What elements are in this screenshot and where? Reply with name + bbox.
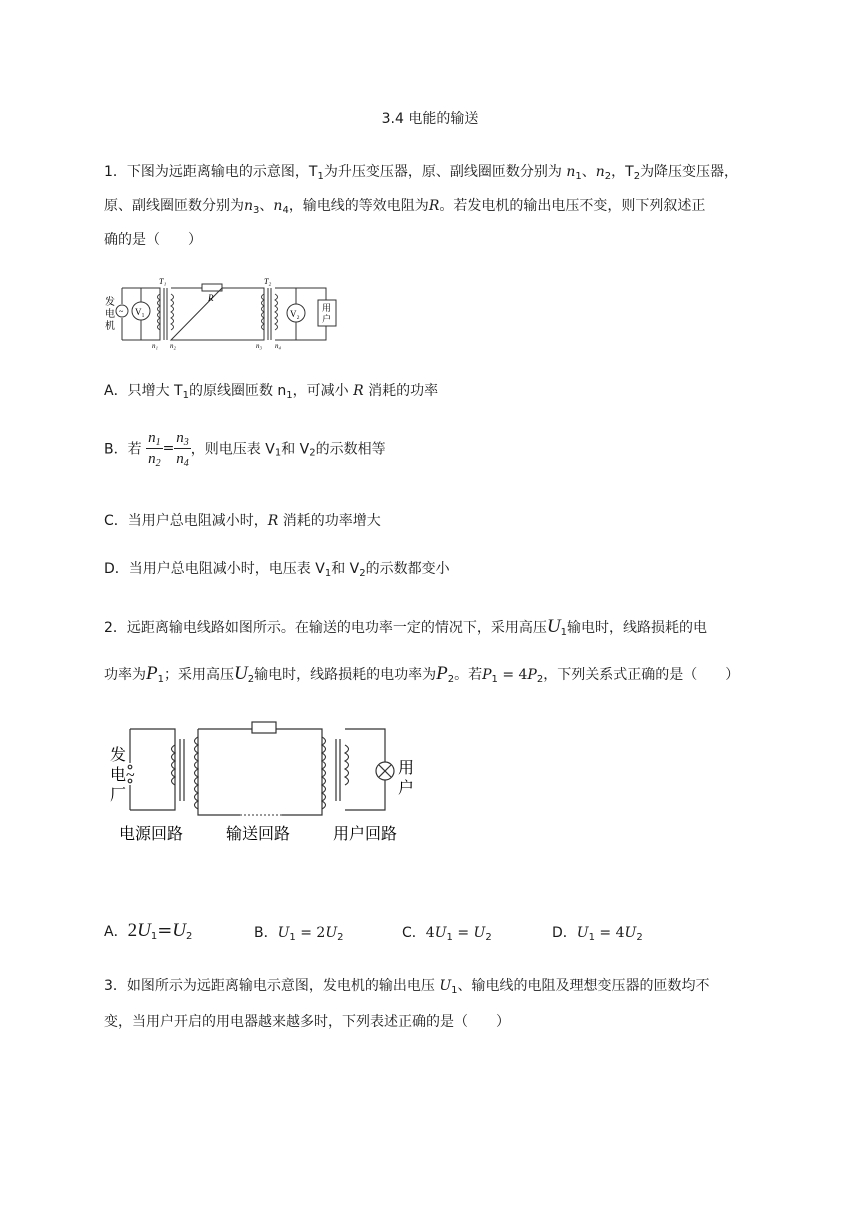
q1-fig-generator-2: 电: [105, 309, 115, 320]
q1-line-1: 1．下图为远距离输电的示意图，$T_1$为升压变压器，原、副线圈匝数分别为 $n_1$、$n_2$，$T_2$为降压变压器，: [104, 164, 739, 182]
q1-option-d: D．当用户总电阻减小时，电压表 $V_1$和 $V_2$的示数都变小: [104, 561, 450, 579]
q1-option-c: C．当用户总电阻减小时，R 消耗的功率增大: [104, 513, 381, 529]
q2-option-b: B．$U_1 = 2U_2$: [254, 925, 344, 943]
q2-fig-user-2: 户: [398, 780, 415, 797]
q2-line-1: 2．远距离输电线路如图所示。在输送的电功率一定的情况下，采用高压$U_1$输电时，线路损耗的电: [104, 616, 708, 638]
question-2-stem: [104, 604, 764, 698]
q2-fig-user-1: 用: [398, 760, 415, 777]
q2-fig-generator-3: 厂: [110, 787, 127, 804]
question-3-stem: [104, 968, 764, 1040]
q2-fig-loop-source: 电源回路: [119, 826, 184, 843]
page-title: 3.4 电能的输送: [381, 111, 479, 127]
q2-option-a: A．$2U_1=U_2$: [104, 920, 193, 942]
q1-option-a: A．只增大 $T_1$的原线圈匝数 $n_1$，可减小 R 消耗的功率: [104, 383, 439, 401]
q1-line-2: 原、副线圈匝数分别为$n_3$、$n_4$，输电线的等效电阻为R。若发电机的输出电压不变，则下列叙述正: [104, 198, 706, 216]
q2-fig-loop-user: 用户回路: [333, 826, 398, 843]
q2-option-c: C．$4U_1 = U_2$: [402, 925, 492, 943]
q1-line-3: 确的是（ ）: [104, 232, 202, 248]
q1-fig-n3: n₃: [256, 342, 262, 350]
q1-fig-r: R: [208, 293, 214, 303]
q3-line-2: 变，当用户开启的用电器越来越多时，下列表述正确的是（ ）: [104, 1014, 510, 1030]
question-1-stem: [104, 155, 764, 257]
q1-fig-t1: T₁: [159, 277, 167, 286]
q1-fig-generator-1: 发: [105, 297, 115, 308]
q3-line-1: 3．如图所示为远距离输电示意图，发电机的输出电压 $U_1$、输电线的电阻及理想变压器的匝数均不: [104, 978, 710, 996]
q2-fig-generator-2: 电~: [110, 767, 135, 784]
q1-fig-n4: n₄: [275, 342, 281, 350]
q1-fig-user-1: 用: [322, 303, 332, 313]
q2-fig-generator-1: 发: [110, 747, 127, 764]
q2-circuit-diagram: [100, 715, 415, 850]
q1-fig-n2: n₂: [170, 342, 176, 350]
q1-fig-v1: V₁: [135, 307, 145, 317]
q2-line-2: 功率为$P_1$；采用高压$U_2$输电时，线路损耗的电功率为$P_2$。若$P_1 = 4P_2$，下列关系式正确的是（ ）: [104, 663, 740, 685]
q1-fig-n1: n₁: [152, 342, 158, 350]
svg-text:~: ~: [119, 307, 124, 316]
q1-option-b: B．若 $\frac{n_1}{n_2}$ = $\frac{n_3}{n_4}$ ，则电压表 $V_1$和 $V_2$的示数相等: [104, 430, 386, 469]
q1-fig-user-2: 户: [322, 314, 332, 324]
q2-fig-loop-transmission: 输送回路: [226, 826, 291, 843]
q1-fig-generator-3: 机: [105, 321, 115, 332]
q1-fig-t2: T₂: [264, 277, 272, 286]
q1-fig-v2: V₂: [290, 309, 300, 319]
q2-option-d: D．$U_1 = 4U_2$: [552, 925, 643, 943]
q1-circuit-diagram: [100, 274, 350, 350]
